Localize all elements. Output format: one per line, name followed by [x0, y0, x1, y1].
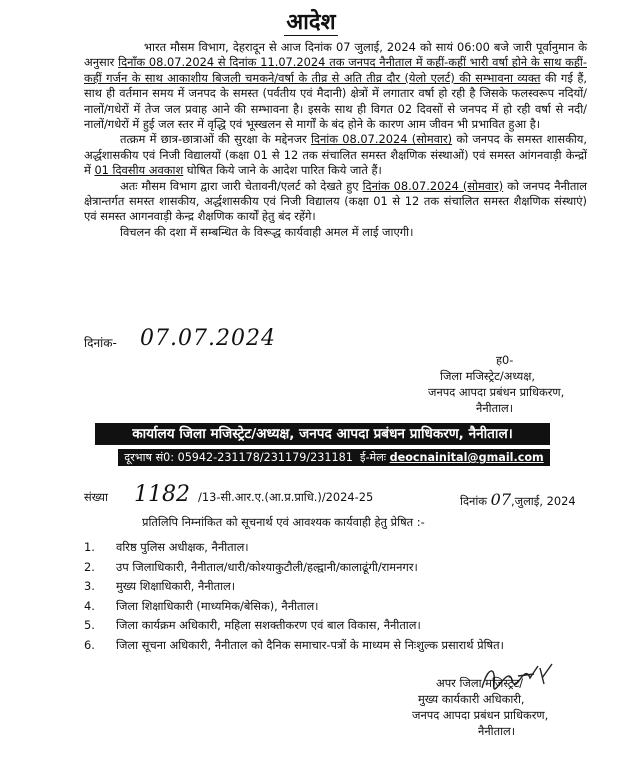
signature-block-adm [412, 675, 549, 739]
reference-code: /13-सी.आर.ए.(आ.प्र.प्राधि.)/2024-25 [198, 490, 374, 504]
order-body [84, 40, 587, 240]
sig-line: जनपद आपदा प्रबंधन प्राधिकरण, [412, 708, 549, 722]
reference-number-handwritten: 1182 [134, 482, 190, 507]
reference-date: दिनांक 07,जुलाई, 2024 [460, 490, 576, 509]
sig-line: ह0- [496, 353, 514, 367]
phone-number: दूरभाष सं0: 05942-231178/231179/231181 [124, 451, 353, 464]
list-item: 4. जिला शिक्षाधिकारी (माध्यमिक/बेसिक), नैनीताल। [84, 598, 319, 613]
sig-line: जनपद आपदा प्रबंधन प्राधिकरण, [428, 385, 565, 399]
paragraph-2: तत्क्रम में छात्र-छात्राओं की सुरक्षा के मद्देनजर दिनांक 08.07.2024 (सोमवार) को जनपद के समस्त शासकीय, अर्द्धशासकीय एवं निजी विद्यालयों (कक्षा 01 से 12 तक संचालित समस्त शैक्षणिक संस्थाओं) एवं समस्त आंगनवाड़ी केन्द्रों में 01 दिवसीय अवकाश घोषित किये जाने के आदेश पारित किये जाते हैं। [84, 132, 588, 178]
list-item: 3. मुख्य शिक्षाधिकारी, नैनीताल। [84, 579, 236, 594]
paragraph-3: अतः मौसम विभाग द्वारा जारी चेतावनी/एलर्ट को देखते हुए दिनांक 08.07.2024 (सोमवार) को जनपद नैनीताल क्षेत्रान्तर्गत समस्त शासकीय, अर्द्धशासकीय एवं निजी विद्यालय (कक्षा 01 से 12 तक संचालित समस्त शैक्षणिक संस्थाएं) एवं समस्त आगनवाड़ी केन्द्र शैक्षणिक कार्यों हेतु बंद रहेंगे। [84, 178, 587, 224]
email-address[interactable]: deocnainital@gmail.com [389, 451, 544, 464]
reference-date-handwritten: 07 [490, 490, 512, 509]
reference-label: संख्या [84, 490, 108, 504]
reference-row [84, 482, 587, 509]
recipient-list [84, 540, 594, 658]
list-item: 5. जिला कार्यक्रम अधिकारी, महिला सशक्तीकरण एवं बाल विकास, नैनीताल। [84, 618, 421, 633]
sig-line: मुख्य कार्यकारी अधिकारी, [418, 692, 525, 706]
paragraph-4: विचलन की दशा में सम्बन्धित के विरूद्ध कार्यवाही अमल में लाई जाएगी। [120, 224, 414, 239]
contact-banner [118, 449, 550, 466]
sig-line: अपर जिला मजिस्ट्रेट/ [436, 676, 524, 690]
handwritten-date: 07.07.2024 [140, 326, 276, 351]
signature-block-dm [428, 352, 565, 416]
sig-line: नैनीताल। [476, 401, 514, 415]
sig-line: जिला मजिस्ट्रेट/अध्यक्ष, [440, 369, 536, 383]
copy-forwarded-line: प्रतिलिपि निम्नांकित को सूचनार्थ एवं आवश्यक कार्यवाही हेतु प्रेषित :- [142, 515, 425, 529]
date-label: दिनांक- [84, 336, 117, 350]
list-item: 2. उप जिलाधिकारी, नैनीताल/धारी/कोश्याकुटौली/हल्द्वानी/कालाढूंगी/रामनगर। [84, 559, 418, 574]
email-label: ई-मेलः [359, 451, 387, 464]
sig-line: नैनीताल। [478, 724, 516, 738]
list-item: 6. जिला सूचना अधिकारी, नैनीताल को दैनिक समाचार-पत्रों के माध्यम से निःशुल्क प्रसारार्थ प्रेषित। [84, 637, 504, 652]
list-item: 1. वरिष्ठ पुलिस अधीक्षक, नैनीताल। [84, 540, 249, 554]
office-banner: कार्यालय जिला मजिस्ट्रेट/अध्यक्ष, जनपद आपदा प्रबंधन प्राधिकरण, नैनीताल। [95, 423, 550, 445]
page-title: आदेश [286, 10, 336, 35]
paragraph-1: भारत मौसम विभाग, देहरादून से आज दिनांक 07 जुलाई, 2024 को सायं 06:00 बजे जारी पूर्वानुमान के अनुसार दिनाँक 08.07.2024 से दिनांक 11.07.2024 तक जनपद नैनीताल में कहीं-कहीं भारी वर्षा होने के साथ कहीं-कहीं गर्जन के साथ आकाशीय बिजली चमकने/वर्षा के तीव्र से अति तीव्र दौर (येलो एलर्ट) की सम्भावना व्यक्त की गई हैं, साथ ही वर्तमान समय में जनपद के समस्त (पर्वतीय एवं मैदानी) क्षेत्रों में लगातार वर्षा हो रही है जिसके फलस्वरूप नदियों/नालों/गधेरों में तेज जल प्रवाह आने की सम्भावना है। इसके साथ ही विगत 02 दिवसों से जनपद में हो रही वर्षा से नदी/नालों/गधेरों में हुई जल स्तर में वृद्धि एवं भूस्खलन से मार्गों के बंद होने के कारण आम जीवन भी प्रभावित हुआ है। [84, 40, 587, 132]
